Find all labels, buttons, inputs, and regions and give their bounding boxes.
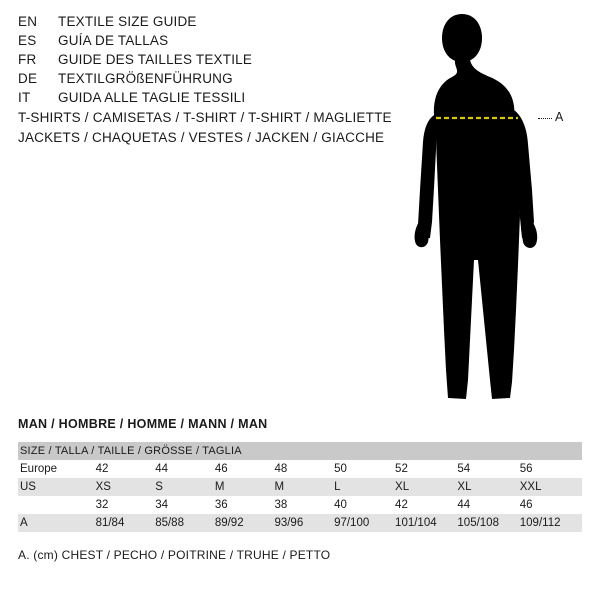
- table-row: [18, 460, 582, 478]
- cell-europe-4: 50: [334, 460, 395, 478]
- cell-europe-6: 54: [457, 460, 519, 478]
- language-text-it: GUIDA ALLE TAGLIE TESSILI: [58, 90, 246, 105]
- row-label-europe: Europe: [18, 460, 96, 478]
- table-header-label: SIZE / TALLA / TAILLE / GRÖSSE / TAGLIA: [18, 442, 582, 460]
- cell-us-7: XXL: [520, 478, 582, 496]
- size-table: [18, 442, 582, 532]
- language-list: [18, 14, 378, 109]
- size-table-wrapper: [18, 442, 582, 532]
- cell-us-2: M: [215, 478, 275, 496]
- cell-a-1: 85/88: [155, 514, 215, 532]
- table-row: [18, 514, 582, 532]
- footnote-chest-measure: A. (cm) CHEST / PECHO / POITRINE / TRUHE / PETTO: [18, 548, 331, 562]
- language-code-en: EN: [18, 14, 38, 29]
- cell-usnum-4: 40: [334, 496, 395, 514]
- category-list: [18, 110, 398, 150]
- language-code-fr: FR: [18, 52, 37, 67]
- language-code-it: IT: [18, 90, 31, 105]
- cell-usnum-5: 42: [395, 496, 457, 514]
- cell-a-5: 101/104: [395, 514, 457, 532]
- cell-us-0: XS: [96, 478, 156, 496]
- section-title-man: MAN / HOMBRE / HOMME / MANN / MAN: [18, 417, 268, 431]
- language-text-en: TEXTILE SIZE GUIDE: [58, 14, 197, 29]
- cell-usnum-0: 32: [96, 496, 156, 514]
- cell-europe-7: 56: [520, 460, 582, 478]
- cell-europe-1: 44: [155, 460, 215, 478]
- cell-europe-2: 46: [215, 460, 275, 478]
- row-label-us-numeric: [18, 496, 96, 514]
- language-row-en: [18, 14, 378, 33]
- table-header-row: [18, 442, 582, 460]
- language-code-de: DE: [18, 71, 38, 86]
- cell-a-3: 93/96: [274, 514, 334, 532]
- row-label-us: US: [18, 478, 96, 496]
- measure-leader-line: [538, 118, 552, 119]
- male-silhouette-figure: [400, 10, 590, 410]
- cell-usnum-2: 36: [215, 496, 275, 514]
- cell-a-4: 97/100: [334, 514, 395, 532]
- language-row-fr: [18, 52, 378, 71]
- cell-europe-0: 42: [96, 460, 156, 478]
- cell-a-0: 81/84: [96, 514, 156, 532]
- cell-usnum-1: 34: [155, 496, 215, 514]
- language-text-de: TEXTILGRÖßENFÜHRUNG: [58, 71, 233, 86]
- cell-us-4: L: [334, 478, 395, 496]
- category-jackets: JACKETS / CHAQUETAS / VESTES / JACKEN / GIACCHE: [18, 130, 385, 145]
- cell-us-3: M: [274, 478, 334, 496]
- cell-europe-3: 48: [274, 460, 334, 478]
- cell-us-1: S: [155, 478, 215, 496]
- category-tshirts: T-SHIRTS / CAMISETAS / T-SHIRT / T-SHIRT / MAGLIETTE: [18, 110, 392, 125]
- cell-a-2: 89/92: [215, 514, 275, 532]
- language-row-it: [18, 90, 378, 109]
- cell-usnum-3: 38: [274, 496, 334, 514]
- cell-europe-5: 52: [395, 460, 457, 478]
- row-label-a: A: [18, 514, 96, 532]
- silhouette-icon: [400, 10, 590, 410]
- table-row: [18, 496, 582, 514]
- language-code-es: ES: [18, 33, 37, 48]
- language-row-de: [18, 71, 378, 90]
- language-text-es: GUÍA DE TALLAS: [58, 33, 169, 48]
- language-text-fr: GUIDE DES TAILLES TEXTILE: [58, 52, 253, 67]
- cell-a-6: 105/108: [457, 514, 519, 532]
- cell-usnum-6: 44: [457, 496, 519, 514]
- measure-label-a: A: [555, 110, 564, 124]
- table-row: [18, 478, 582, 496]
- cell-usnum-7: 46: [520, 496, 582, 514]
- cell-us-6: XL: [457, 478, 519, 496]
- language-row-es: [18, 33, 378, 52]
- cell-us-5: XL: [395, 478, 457, 496]
- cell-a-7: 109/112: [520, 514, 582, 532]
